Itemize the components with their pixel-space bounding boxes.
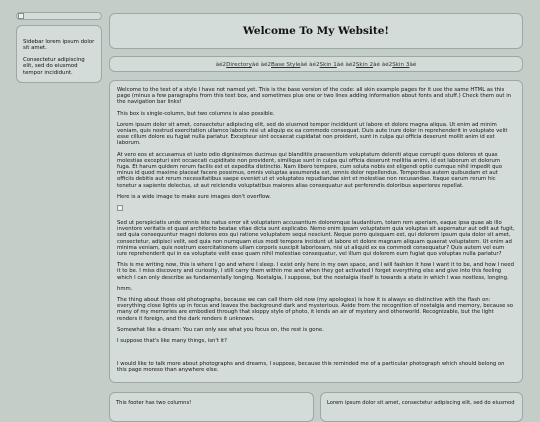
sidebar xyxy=(16,25,102,83)
navigation-bar xyxy=(109,56,523,72)
nav-item-skin-2: àé2Skin 2àé xyxy=(345,62,380,68)
nav-item-base-style: àé2Base Styleàé xyxy=(260,62,308,68)
page-title: Welcome To My Website! xyxy=(242,25,390,37)
sidebar-paragraph: Consectetur adipiscing elit, sed do eiusmod tempor incididunt. xyxy=(23,56,85,76)
content-paragraph: This is me writing now, this is where I go and where I sleep. I exist only here in my own space, and I will fashion it how I want it to be, and how I need it to be. I miss discovery and curiosity, I still carry them within me and when they get activated I forget everything else and give into this feeling which I can only describe as fundamentally longing. Nostalgia, I suppose, but the nostalgia itself is towards a state in which I was nostless, longing. xyxy=(117,262,514,281)
broken-image-icon xyxy=(18,13,24,19)
wide-image xyxy=(117,205,515,215)
nav-link-skin-3[interactable]: Skin 3 xyxy=(392,62,410,68)
content-paragraph: Here is a wide image to make sure images don't overflow. xyxy=(117,193,271,200)
logo-bar xyxy=(16,12,102,20)
nav-item-skin-3: àé2Skin 3àé xyxy=(381,62,417,68)
content-paragraph: Sed ut perspiciatis unde omnis iste natus error sit voluptatem accusantium doloremque laudantium, totam rem aperiam, eaque ipsa quae ab illo inventore veritatis et quasi architecto beatae vitae dicta sunt explicabo. Nemo enim ipsam voluptatem quia voluptas sit aspernatur aut odit aut fugit, sed quia consequuntur magni dolores eos qui ratione voluptatem sequi nesciunt. Neque porro quisquam est, qui dolorem ipsum quia dolor sit amet, consectetur, adipisci velit, sed quia non numquam eius modi tempora incidunt ut labore et dolore magnam aliquam quaerat voluptatem. Ut enim ad minima veniam, quis nostrum exercitationem ullam corporis suscipit laboriosam, nisi ut aliquid ex ea commodi consequatur? Quis autem vel eum iure reprehenderit qui in ea voluptate velit esse quam nihil molestiae consequatur, vel illum qui dolorem eum fugiat quo voluptas nulla pariatur? xyxy=(117,220,515,258)
footer-left-column xyxy=(109,392,314,422)
content-paragraph: The thing about those old photographs, because we can call them old now (my apologies) is how it is always so distinctive with the flash on: everything close lights up in focus and leaves the background dark and mysterious. Aside from the recognition of nostalgia and memory, because so many of my memories are embodied through that sloppy style of photo, it lends an air of mystery and otherworld. Recognizable, but the light renders it foreign, and the dark renders it unknown. xyxy=(117,297,514,322)
nav-link-directory[interactable]: Directory xyxy=(226,62,252,68)
content-paragraph: Somewhat like a dream: You can only see what you focus on, the rest is gone. xyxy=(117,326,324,333)
footer-right-column xyxy=(320,392,523,422)
content-paragraph: I suppose that's like many things, isn't it? xyxy=(117,338,227,345)
nav-link-skin-2[interactable]: Skin 2 xyxy=(355,62,374,68)
nav-link-base-style[interactable]: Base Style xyxy=(271,62,301,68)
empty-paragraph xyxy=(117,349,515,355)
content-paragraph: Welcome to the text of a style I have not named yet. This is the base version of the code: all skin example pages for it use the same HTML as this page (minus a few paragraphs from this text box, and sometimes plus one or two lines adding information about fonts and stuff.) Check them out in the navigation bar links! xyxy=(117,87,512,106)
footer-left-text: This footer has two columns! xyxy=(116,400,192,406)
nav-item-directory: àé2Directoryàé xyxy=(215,62,259,68)
main-content xyxy=(109,80,523,383)
nav-item-skin-1: àé2Skin 1àé xyxy=(309,62,344,68)
page-header xyxy=(109,13,523,49)
nav-link-skin-1[interactable]: Skin 1 xyxy=(319,62,337,68)
content-paragraph: hmm. xyxy=(117,285,133,292)
content-paragraph: This box is single-column, but two columns is also possible. xyxy=(117,110,275,117)
content-paragraph: At vero eos et accusamus et iusto odio dignissimos ducimus qui blanditiis praesentium voluptatum deleniti atque corrupti quos dolores et quas molestias excepturi sint occaecati cupiditate non provident, similique sunt in culpa qui officia deserunt mollitia animi, id est laborum et dolorum fuga. Et harum quidem rerum facilis est et expedita distinctio. Nam libero tempore, cum soluta nobis est eligendi optio cumque nihil impedit quo minus id quod maxime placeat facere possimus, omnis voluptas assumenda est, omnis dolor repellendus. Temporibus autem quibusdam et aut officiis debitis aut rerum necessitatibus saepe eveniet ut et voluptates repudiandae sint et molestiae non recusandae. Itaque earum rerum hic tenetur a sapiente delectus, ut aut reiciendis voluptatibus maiores alias consequatur aut perferendis doloribus asperiores repellat. xyxy=(117,151,503,189)
content-paragraph: I would like to talk more about photographs and dreams, I suppose, because this reminded me of a particular photograph which should belong on this page moreso than anywhere else. xyxy=(117,360,505,373)
footer-right-text: Lorem ipsum dolor sit amet, consectetur adipiscing elit, sed do eiusmod xyxy=(327,400,515,406)
content-paragraph: Lorem ipsum dolor sit amet, consectetur adipiscing elit, sed do eiusmod tempor incididunt ut labore et dolore magna aliqua. Ut enim ad minim veniam, quis nostrud exercitation ullamco laboris nisi ut aliquip ex ea commodo consequat. Duis aute irure dolor in reprehenderit in voluptate velit esse cillum dolore eu fugiat nulla pariatur. Excepteur sint occaecat cupidatat non proident, sunt in culpa qui officia deserunt mollit anim id est laborum. xyxy=(117,121,508,147)
sidebar-paragraph: Sidebar lorem ipsum dolor sit amet. xyxy=(23,39,95,52)
broken-image-icon xyxy=(117,205,123,211)
